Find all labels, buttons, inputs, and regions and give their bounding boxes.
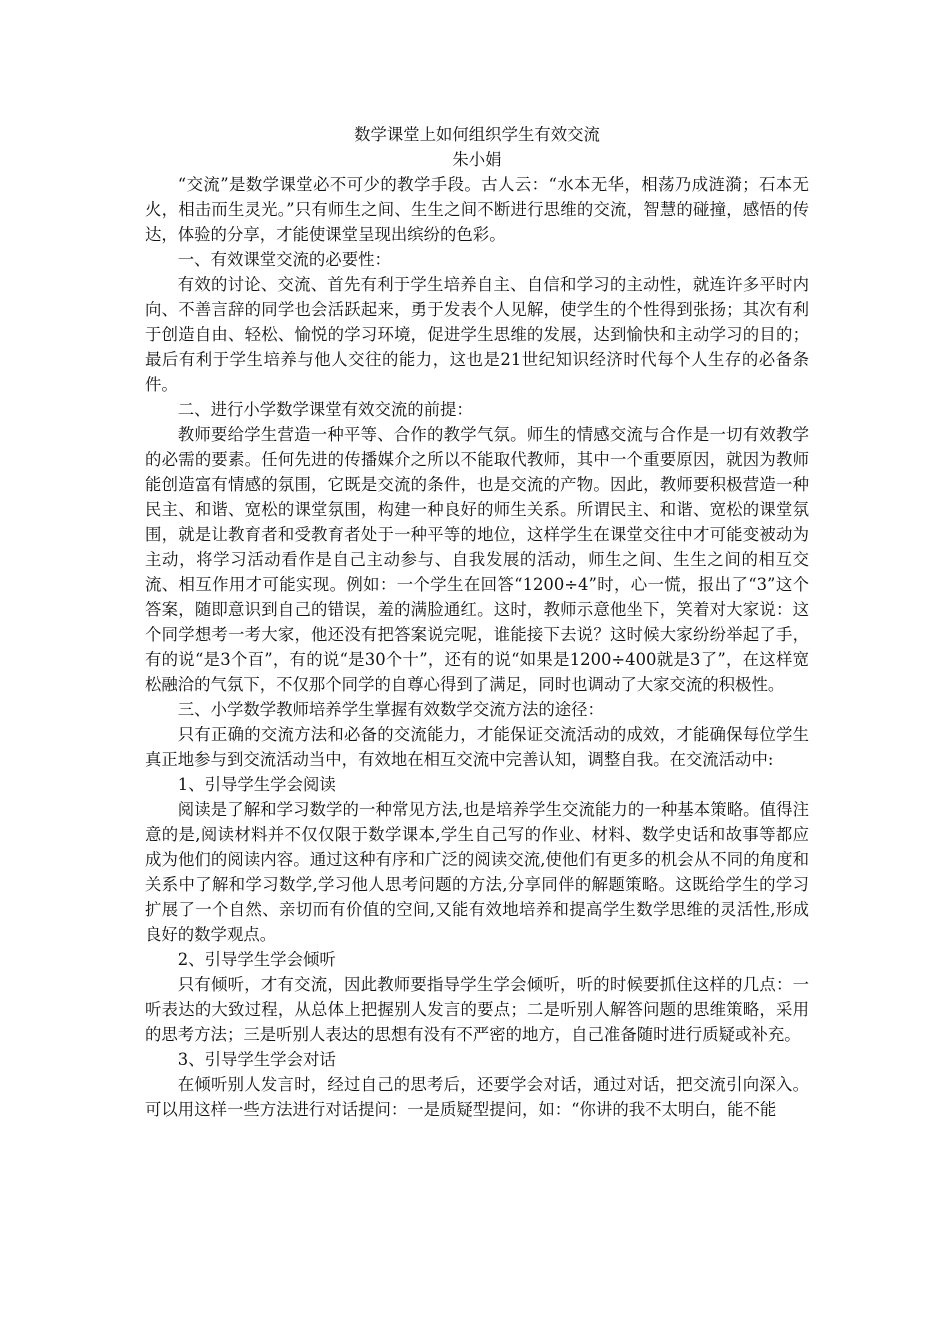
subheading-listening: 2、引导学生学会倾听 bbox=[177, 950, 336, 969]
paragraph-reading: 阅读是了解和学习数学的一种常见方法,也是培养学生交流能力的一种基本策略。值得注意的是,阅读材料并不仅仅限于数学课本,学生自己写的作业、材料、数学史话和故事等都应成为他们的阅读内容。通过这种有序和广泛的阅读交流,使他们有更多的机会从不同的角度和关系中了解和学习数学,学习他人思考问题的方法,分享同伴的解题策略。这既给学生的学习扩展了一个自然、亲切而有价值的空间,又能有效地培养和提高学生数学思维的灵活性,形成良好的数学观点。 bbox=[145, 800, 809, 944]
author-name: 朱小娟 bbox=[452, 150, 502, 169]
subheading-reading: 1、引导学生学会阅读 bbox=[177, 775, 336, 794]
subheading-dialogue: 3、引导学生学会对话 bbox=[177, 1050, 336, 1069]
heading-section-2: 二、进行小学数学课堂有效交流的前提： bbox=[177, 400, 473, 419]
paragraph-listening: 只有倾听，才有交流，因此教师要指导学生学会倾听，听的时候要抓住这样的几点：一听表达的大致过程，从总体上把握别人发言的要点；二是听别人解答问题的思维策略，采用的思考方法；三是听别人表达的思想有没有不严密的地方，自己准备随时进行质疑或补充。 bbox=[145, 975, 809, 1044]
paragraph-intro: “交流”是数学课堂必不可少的教学手段。古人云：“水本无华，相荡乃成涟漪；石本无火，相击而生灵光。”只有师生之间、生生之间不断进行思维的交流，智慧的碰撞，感悟的传达，体验的分享，才能使课堂呈现出缤纷的色彩。 bbox=[145, 175, 809, 244]
document-page bbox=[145, 122, 809, 1122]
paragraph-section-3: 只有正确的交流方法和必备的交流能力，才能保证交流活动的成效，才能确保每位学生真正地参与到交流活动当中，有效地在相互交流中完善认知，调整自我。在交流活动中: bbox=[145, 725, 809, 769]
paragraph-section-2: 教师要给学生营造一种平等、合作的教学气氛。师生的情感交流与合作是一切有效教学的必需的要素。任何先进的传播媒介之所以不能取代教师，其中一个重要原因，就因为教师能创造富有情感的氛围，它既是交流的条件，也是交流的产物。因此，教师要积极营造一种民主、和谐、宽松的课堂氛围，构建一种良好的师生关系。所谓民主、和谐、宽松的课堂氛围，就是让教育者和受教育者处于一种平等的地位，这样学生在课堂交往中才可能变被动为主动，将学习活动看作是自己主动参与、自我发展的活动，师生之间、生生之间的相互交流、相互作用才可能实现。例如：一个学生在回答“1200÷4”时，心一慌，报出了“3”这个答案，随即意识到自己的错误，羞的满脸通红。这时，教师示意他坐下，笑着对大家说：这个同学想考一考大家，他还没有把答案说完呢，谁能接下去说？这时候大家纷纷举起了手，有的说“是3个百”，有的说“是30个十”，还有的说“如果是1200÷400就是3了”，在这样宽松融洽的气氛下，不仅那个同学的自尊心得到了满足，同时也调动了大家交流的积极性。 bbox=[145, 425, 809, 694]
document-title: 数学课堂上如何组织学生有效交流 bbox=[354, 125, 600, 144]
paragraph-section-1: 有效的讨论、交流、首先有利于学生培养自主、自信和学习的主动性，就连许多平时内向、不善言辞的同学也会活跃起来，勇于发表个人见解，使学生的个性得到张扬；其次有利于创造自由、轻松、愉悦的学习环境，促进学生思维的发展，达到愉快和主动学习的目的；最后有利于学生培养与他人交往的能力，这也是21世纪知识经济时代每个人生存的必备条件。 bbox=[145, 275, 809, 394]
heading-section-1: 一、有效课堂交流的必要性： bbox=[177, 250, 391, 269]
heading-section-3: 三、小学数学教师培养学生掌握有效数学交流方法的途径： bbox=[177, 700, 604, 719]
paragraph-dialogue: 在倾听别人发言时，经过自己的思考后，还要学会对话，通过对话，把交流引向深入。可以用这样一些方法进行对话提问：一是质疑型提问，如：“你讲的我不太明白，能不能 bbox=[145, 1075, 809, 1119]
